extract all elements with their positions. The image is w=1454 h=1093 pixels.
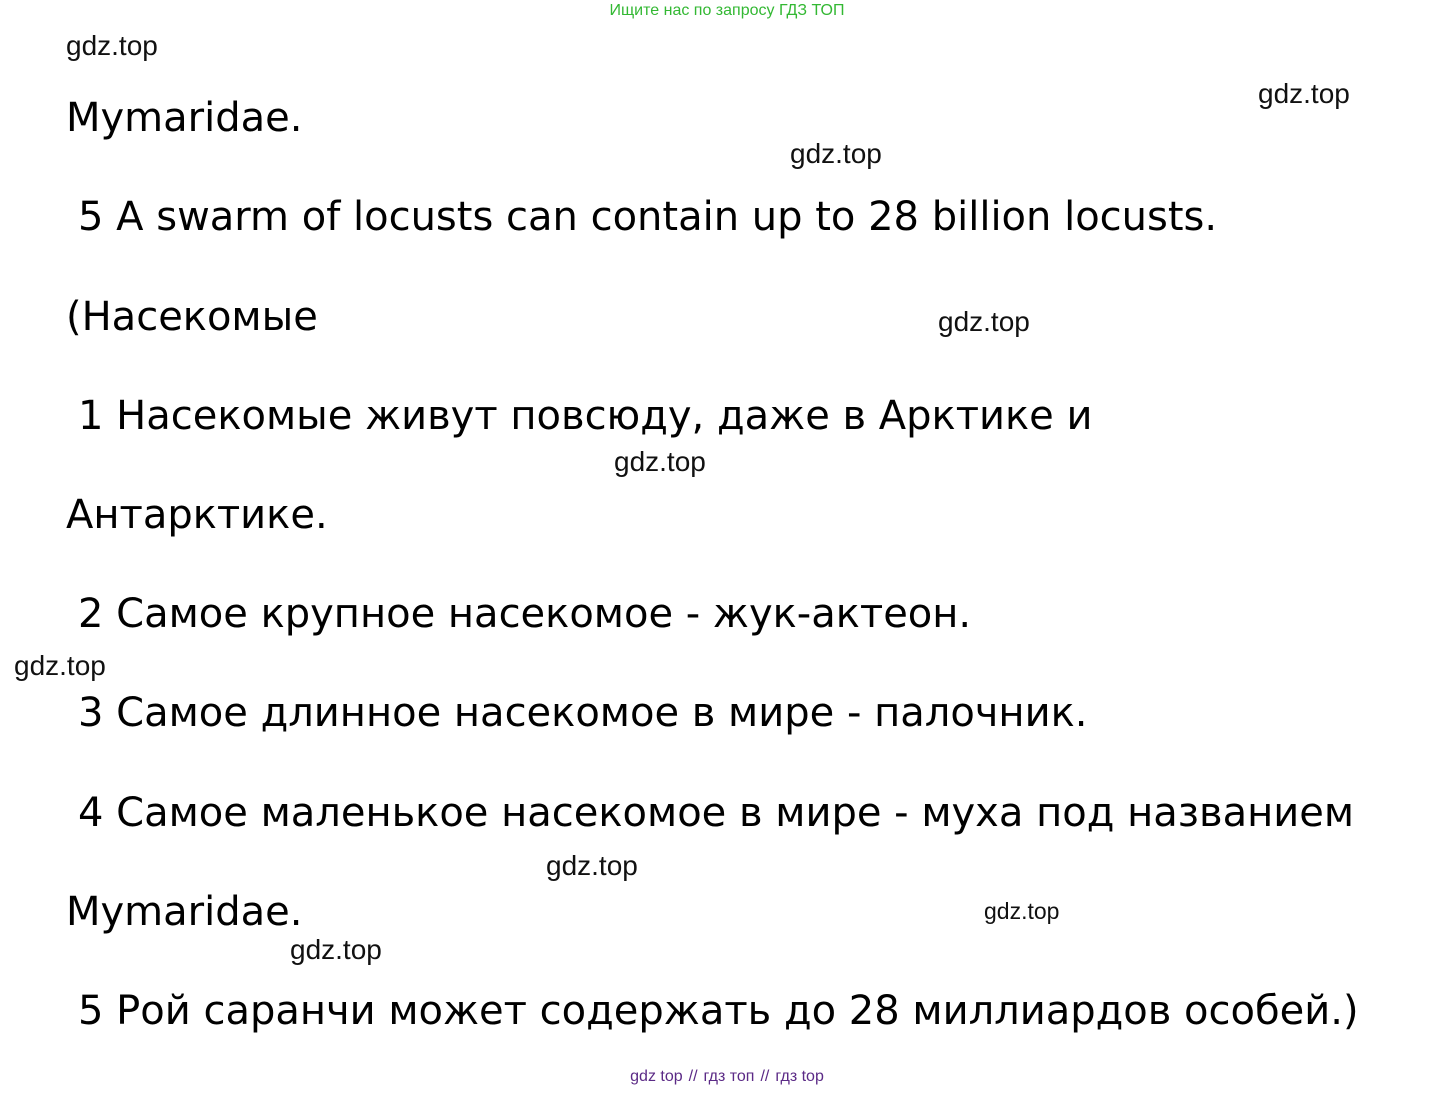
- watermark: gdz.top: [290, 934, 382, 965]
- text-line: 5 A swarm of locusts can contain up to 28 billion locusts.: [78, 194, 1218, 240]
- text-line: Mymaridae.: [66, 889, 303, 935]
- watermark: gdz.top: [614, 446, 706, 477]
- text-line: 1 Насекомые живут повсюду, даже в Арктике и: [78, 393, 1093, 439]
- footer-links: [0, 1068, 1454, 1086]
- footer-separator: //: [760, 1068, 770, 1085]
- watermark: gdz.top: [1258, 78, 1350, 109]
- footer-link[interactable]: гдз топ: [703, 1068, 755, 1085]
- watermark: gdz.top: [790, 138, 882, 169]
- text-line: (Насекомые: [66, 294, 318, 340]
- text-line: Антарктике.: [66, 492, 328, 538]
- footer-separator: //: [688, 1068, 698, 1085]
- watermark: gdz.top: [984, 898, 1060, 924]
- watermark: gdz.top: [938, 306, 1030, 337]
- text-line: 3 Самое длинное насекомое в мире - палочник.: [78, 690, 1088, 736]
- watermark: gdz.top: [546, 850, 638, 881]
- text-line: 5 Рой саранчи может содержать до 28 миллиардов особей.): [78, 988, 1359, 1034]
- watermark: gdz.top: [66, 30, 158, 61]
- text-line: 2 Самое крупное насекомое - жук-актеон.: [78, 591, 972, 637]
- footer-link[interactable]: gdz top: [630, 1068, 683, 1085]
- text-line: Mymaridae.: [66, 95, 303, 141]
- text-line: 4 Самое маленькое насекомое в мире - муха под названием: [78, 790, 1355, 836]
- search-hint-banner: Ищите нас по запросу ГДЗ ТОП: [609, 2, 845, 19]
- watermark: gdz.top: [14, 650, 106, 681]
- footer-link[interactable]: гдз top: [775, 1068, 824, 1085]
